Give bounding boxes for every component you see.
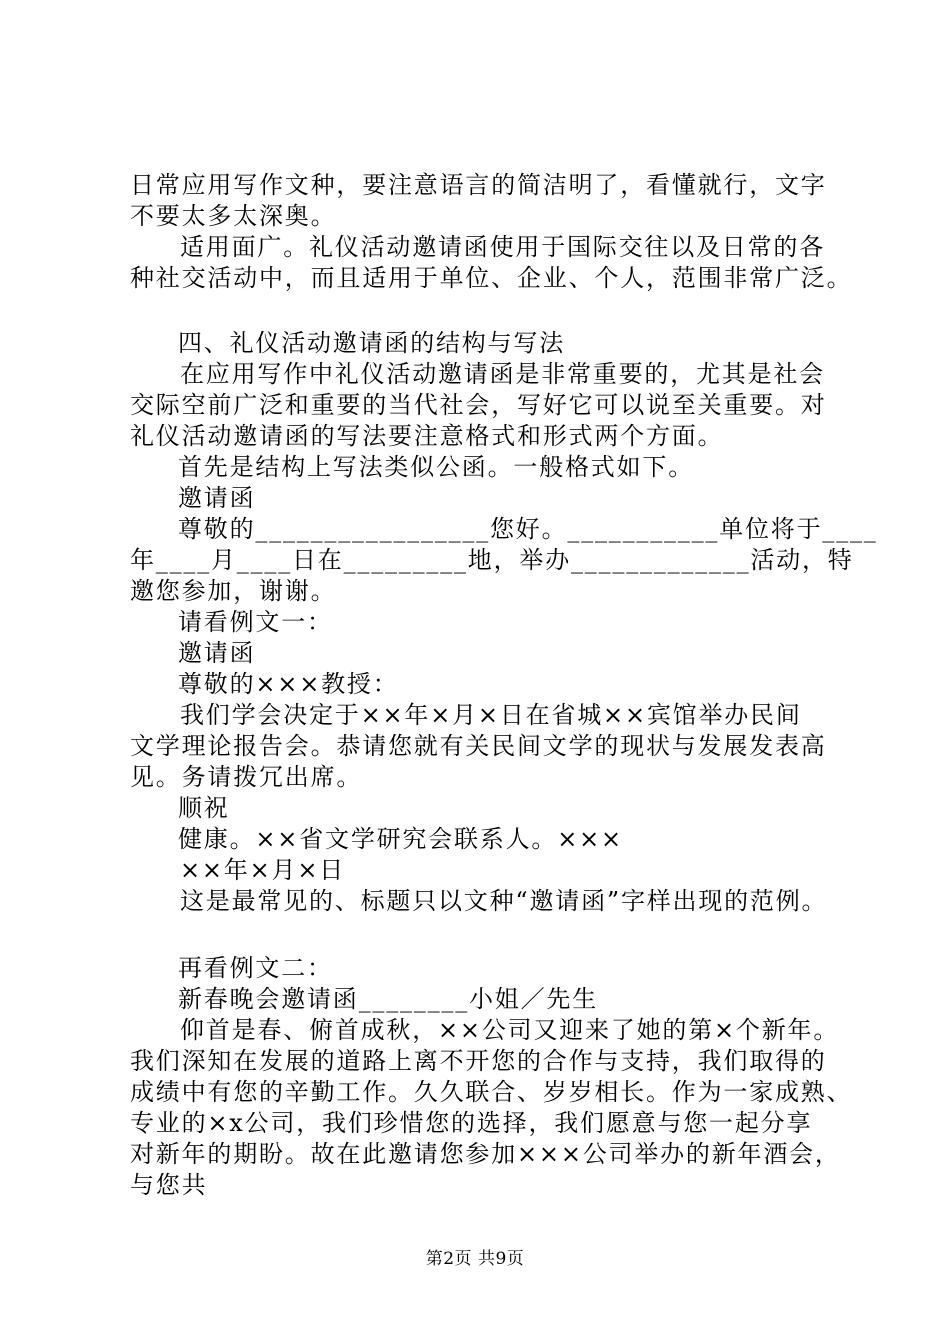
example-line: 文学理论报告会。恭请您就有关民间文学的现状与发展发表高 bbox=[130, 732, 827, 760]
example-line: 我们学会决定于××年×月×日在省城××宾馆举办民间 bbox=[180, 701, 802, 729]
paragraph-gap bbox=[130, 917, 850, 953]
paragraph-line: 日常应用写作文种，要注意语言的简洁明了，看懂就行，文字 bbox=[130, 171, 827, 199]
paragraph-line: 在应用写作中礼仪活动邀请函是非常重要的，尤其是社会 bbox=[180, 360, 825, 388]
example-line: 见。务请拨冗出席。 bbox=[130, 763, 363, 791]
example-title: 新春晚会邀请函________小姐／先生 bbox=[178, 985, 598, 1013]
paragraph-line: 交际空前广泛和重要的当代社会，写好它可以说至关重要。对 bbox=[130, 391, 827, 419]
example-closing: 顺祝 bbox=[178, 794, 230, 822]
example-line: 仰首是春、俯首成秋，××公司又迎来了她的第×个新年。 bbox=[180, 1016, 840, 1044]
example-heading: 再看例文二： bbox=[178, 954, 333, 982]
template-line: 尊敬的_________________您好。___________单位将于____ bbox=[178, 515, 878, 543]
paragraph-line: 种社交活动中，而且适用于单位、企业、个人，范围非常广泛。 bbox=[130, 264, 853, 292]
example-line: 我们深知在发展的道路上离不开您的合作与支持，我们取得的 bbox=[130, 1047, 827, 1075]
section-heading: 四、礼仪活动邀请函的结构与写法 bbox=[178, 329, 565, 357]
paragraph-line: 这是最常见的、标题只以文种“邀请函”字样出现的范例。 bbox=[180, 887, 828, 915]
template-title: 邀请函 bbox=[178, 484, 256, 512]
paragraph-line: 礼仪活动邀请函的写法要注意格式和形式两个方面。 bbox=[130, 422, 724, 450]
example-line: 对新年的期盼。故在此邀请您参加×××公司举办的新年酒会， bbox=[130, 1140, 841, 1168]
example-line: 成绩中有您的辛勤工作。久久联合、岁岁相长。作为一家成熟、 bbox=[130, 1078, 853, 1106]
page-number-footer: 第2页 共9页 bbox=[425, 1249, 525, 1269]
template-line: 年____月____日在_________地，举办_____________活动，特 bbox=[130, 546, 854, 574]
paragraph-line: 首先是结构上写法类似公函。一般格式如下。 bbox=[178, 453, 694, 481]
example-title: 邀请函 bbox=[178, 639, 256, 667]
example-heading: 请看例文一： bbox=[178, 608, 333, 636]
paragraph-line: 不要太多太深奥。 bbox=[130, 202, 337, 230]
example-date: ××年×月×日 bbox=[180, 856, 346, 884]
example-salutation: 尊敬的×××教授： bbox=[178, 670, 399, 698]
example-closing: 健康。××省文学研究会联系人。××× bbox=[178, 825, 623, 853]
example-line: 专业的×x公司，我们珍惜您的选择，我们愿意与您一起分享 bbox=[130, 1109, 813, 1137]
example-line: 与您共 bbox=[130, 1171, 208, 1199]
template-line: 邀您参加，谢谢。 bbox=[130, 577, 337, 605]
document-body bbox=[130, 170, 878, 1201]
paragraph-gap bbox=[130, 294, 850, 328]
paragraph-line: 适用面广。礼仪活动邀请函使用于国际交往以及日常的各 bbox=[180, 233, 825, 261]
